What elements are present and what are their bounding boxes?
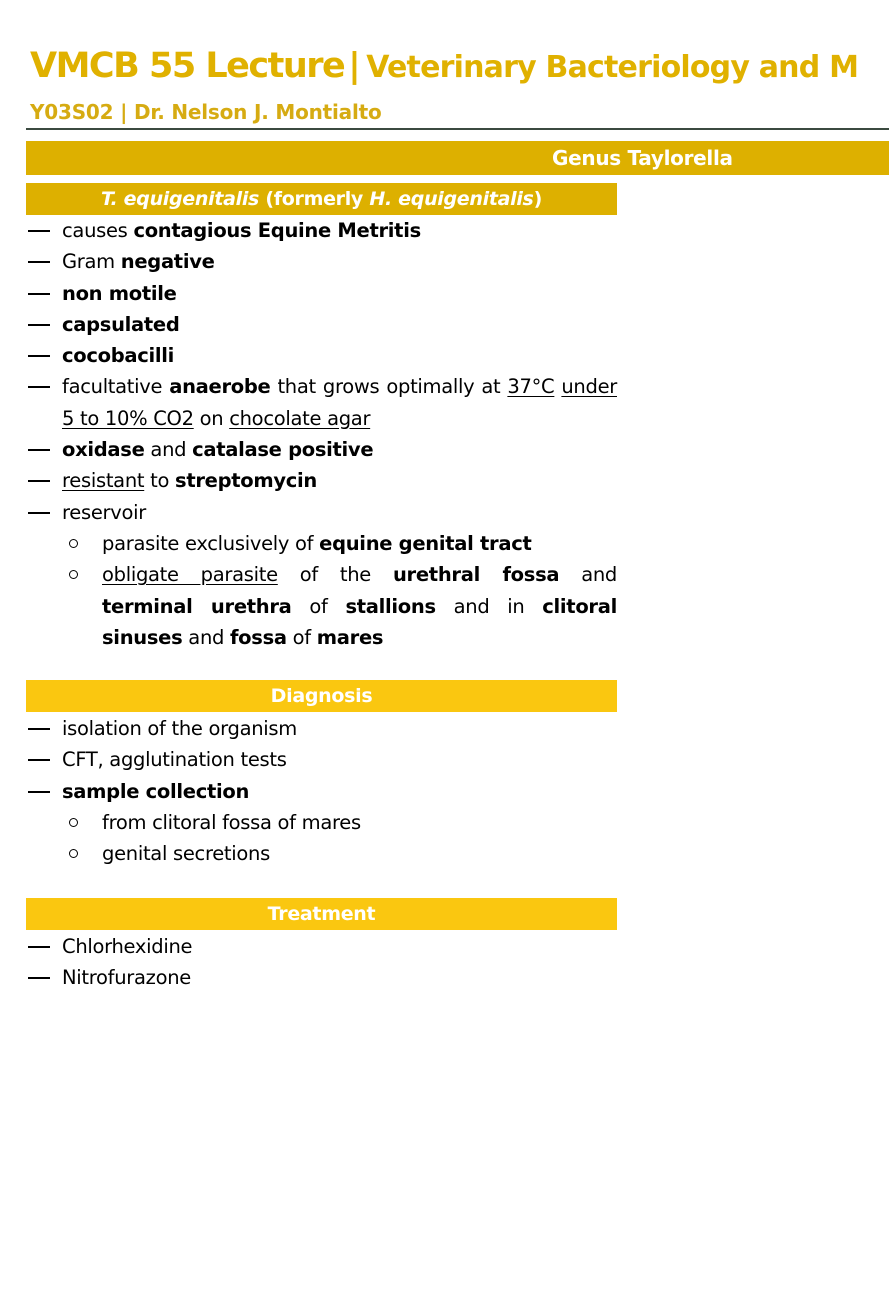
list-item: CFT, agglutination tests <box>26 744 617 775</box>
species-formerly-suffix: ) <box>533 188 542 210</box>
list-item: resistant to streptomycin <box>26 465 617 496</box>
list-item: reservoir <box>26 497 617 528</box>
list-item: isolation of the organism <box>26 713 617 744</box>
page-subtitle: Y03S02 | Dr. Nelson J. Montialto <box>30 100 382 124</box>
genus-heading-bar <box>26 141 889 175</box>
circle-bullet <box>69 539 78 548</box>
dash-bullet <box>28 977 50 979</box>
dash-bullet <box>28 480 50 482</box>
list-item: cocobacilli <box>26 340 617 371</box>
characteristics-list <box>26 215 617 653</box>
species-name: T. equigenitalis <box>101 188 260 210</box>
list-item: facultative anaerobe that grows optimally at 37°C under 5 to 10% CO2 on chocolate agar <box>26 371 617 434</box>
species-former-name: H. equigenitalis <box>369 188 534 210</box>
dash-bullet <box>28 791 50 793</box>
circle-bullet <box>69 818 78 827</box>
genus-heading: Genus Taylorella <box>552 146 733 170</box>
list-item: causes contagious Equine Metritis <box>26 215 617 246</box>
page-title <box>30 44 858 90</box>
header-divider <box>26 128 889 130</box>
dash-bullet <box>28 759 50 761</box>
course-code: VMCB 55 Lecture <box>30 46 345 86</box>
list-item: Chlorhexidine <box>26 931 617 962</box>
sub-list-item: genital secretions <box>26 838 617 869</box>
dash-bullet <box>28 946 50 948</box>
list-item: sample collection <box>26 776 617 807</box>
dash-bullet <box>28 355 50 357</box>
list-item: Gram negative <box>26 246 617 277</box>
list-item: Nitrofurazone <box>26 962 617 993</box>
dash-bullet <box>28 261 50 263</box>
circle-bullet <box>69 849 78 858</box>
course-subject: Veterinary Bacteriology and M <box>366 50 859 85</box>
circle-bullet <box>69 570 78 579</box>
treatment-heading: Treatment <box>26 898 617 930</box>
dash-bullet <box>28 230 50 232</box>
sub-list-item: from clitoral fossa of mares <box>26 807 617 838</box>
species-formerly-prefix: (formerly <box>259 188 370 210</box>
title-separator: | <box>348 46 361 86</box>
diagnosis-heading: Diagnosis <box>26 680 617 712</box>
species-heading <box>26 183 617 215</box>
diagnosis-list <box>26 713 617 869</box>
treatment-list <box>26 931 617 994</box>
dash-bullet <box>28 512 50 514</box>
dash-bullet <box>28 386 50 388</box>
dash-bullet <box>28 728 50 730</box>
list-item: oxidase and catalase positive <box>26 434 617 465</box>
dash-bullet <box>28 324 50 326</box>
list-item: non motile <box>26 278 617 309</box>
dash-bullet <box>28 293 50 295</box>
dash-bullet <box>28 449 50 451</box>
sub-list-item: parasite exclusively of equine genital tract <box>26 528 617 559</box>
sub-list-item: obligate parasite of the urethral fossa and terminal urethra of stallions and in clitoral sinuses and fossa of mares <box>26 559 617 653</box>
list-item: capsulated <box>26 309 617 340</box>
